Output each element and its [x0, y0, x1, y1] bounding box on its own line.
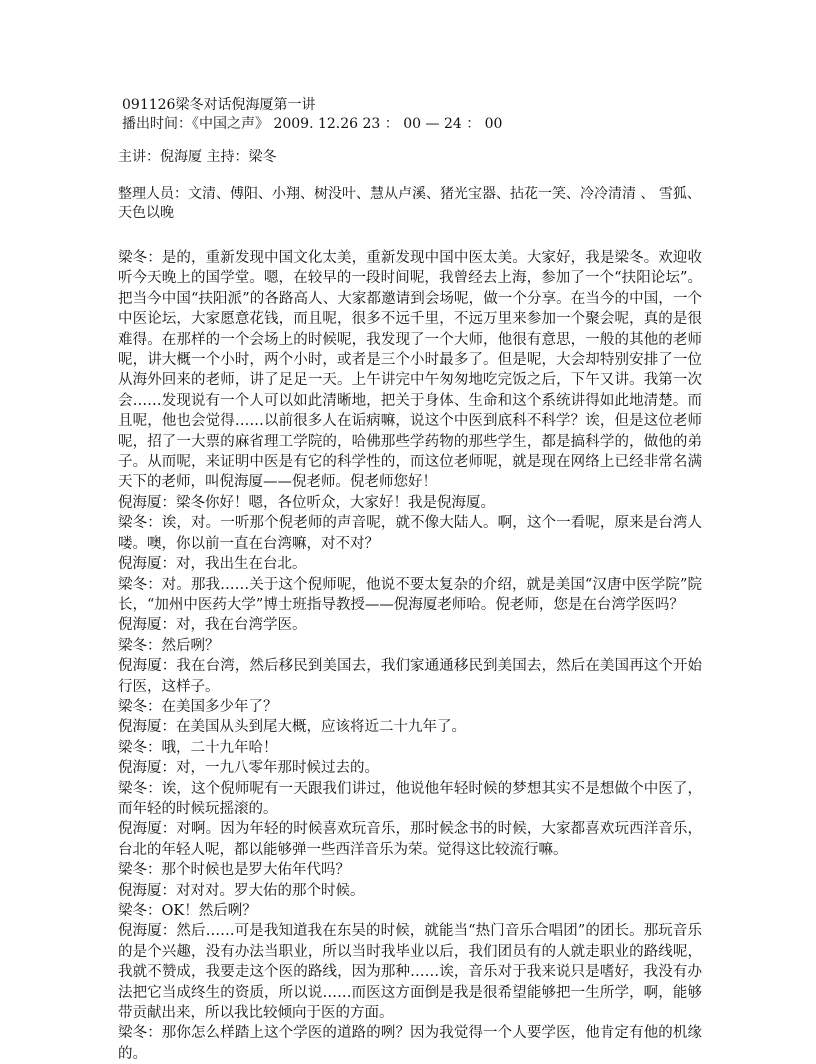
- transcript-paragraph: 倪海厦：对，一九八零年那时候过去的。: [118, 760, 379, 777]
- transcript-paragraph: 梁冬：诶，这个倪师呢有一天跟我们讲过，他说他年轻时候的梦想其实不是想做个中医了，而年轻的时候玩摇滚的。: [118, 780, 702, 817]
- transcript-paragraph: 倪海厦：在美国从头到尾大概，应该将近二十九年了。: [118, 719, 466, 736]
- transcript-paragraph: 梁冬：然后咧？: [118, 637, 220, 654]
- transcript-paragraph: 倪海厦：我在台湾，然后移民到美国去，我们家通通移民到美国去，然后在美国再这个开始行医，这样子。: [118, 658, 702, 695]
- transcript-paragraph: 梁冬：那你怎么样踏上这个学医的道路的咧？因为我觉得一个人要学医，他肯定有他的机缘的。: [118, 1025, 702, 1062]
- credits-line: 主讲：倪海厦 主持：梁冬: [118, 149, 277, 165]
- transcript-paragraph: 倪海厦：对啊。因为年轻的时候喜欢玩音乐，那时候念书的时候，大家都喜欢玩西洋音乐，台北的年轻人呢，都以能够弹一些西洋音乐为荣。觉得这比较流行嘛。: [118, 821, 702, 858]
- broadcast-time: 播出时间：《中国之声》 2009. 12.26 23 ： 00 — 24 ： 00: [122, 116, 503, 132]
- transcript-paragraph: 梁冬：OK！然后咧？: [118, 903, 257, 919]
- transcript-paragraph: 梁冬：在美国多少年了？: [118, 698, 278, 715]
- transcript-paragraph: 梁冬：哦，二十九年哈！: [118, 739, 278, 756]
- document-title: 091126梁冬对话倪海厦第一讲: [122, 97, 316, 113]
- transcript-paragraph: 倪海厦：对，我在台湾学医。: [118, 617, 307, 634]
- transcript-paragraph: 倪海厦：对，我出生在台北。: [118, 556, 307, 573]
- staff-line: 整理人员：文清、傅阳、小翔、树没叶、慧从卢溪、猪光宝器、拈花一笑、冷冷清清 、 雪狐、天色以晚: [118, 186, 701, 221]
- transcript-paragraph: 倪海厦：梁冬你好！嗯，各位听众，大家好！我是倪海厦。: [118, 494, 495, 511]
- transcript-paragraph: 倪海厦：对对对。罗大佑的那个时候。: [118, 882, 365, 899]
- document-page: [118, 96, 702, 1064]
- transcript-body: [118, 248, 702, 1064]
- transcript-paragraph: 梁冬：诶，对。一听那个倪老师的声音呢，就不像大陆人。啊，这个一看呢，原来是台湾人喽。噢，你以前一直在台湾嘛，对不对？: [118, 515, 702, 552]
- transcript-paragraph: 倪海厦：然后……可是我知道我在东吴的时候，就能当“热门音乐合唱团”的团长。那玩音乐的是个兴趣，没有办法当职业，所以当时我毕业以后，我们团员有的人就走职业的路线呢，我就不赞成，我要走这个医的路线，因为那种……诶，音乐对于我来说只是嗜好，我没有办法把它当成终生的资质，所以说……而医这方面倒是我是很希望能够把一生所学，啊，能够带贡献出来，所以我比较倾向于医的方面。: [118, 923, 702, 1022]
- transcript-paragraph: 梁冬：是的，重新发现中国文化太美，重新发现中国中医太美。大家好，我是梁冬。欢迎收听今天晚上的国学堂。嗯，在较早的一段时间呢，我曾经去上海，参加了一个“扶阳论坛”。把当今中国“扶阳派”的各路高人、大家都邀请到会场呢，做一个分享。在当今的中国，一个中医论坛，大家愿意花钱，而且呢，很多不远千里，不远万里来参加一个聚会呢，真的是很难得。在那样的一个会场上的时候呢，我发现了一个大师，他很有意思，一般的其他的老师呢，讲大概一个小时，两个小时，或者是三个小时最多了。但是呢，大会却特别安排了一位从海外回来的老师，讲了足足一天。上午讲完中午匆匆地吃完饭之后，下午又讲。我第一次会……发现说有一个人可以如此清晰地，把关于身体、生命和这个系统讲得如此地清楚。而且呢，他也会觉得……以前很多人在诟病嘛，说这个中医到底科不科学？诶，但是这位老师呢，招了一大票的麻省理工学院的，哈佛那些学药物的那些学生，都是搞科学的，做他的弟子。从而呢，来证明中医是有它的科学性的，而这位老师呢，就是现在网络上已经非常名满天下的老师，叫倪海厦——倪老师。倪老师您好！: [118, 250, 702, 491]
- transcript-paragraph: 梁冬：对。那我……关于这个倪师呢，他说不要太复杂的介绍，就是美国“汉唐中医学院”院长，“加州中医药大学”博士班指导教授——倪海厦老师哈。倪老师，您是在台湾学医吗？: [118, 576, 702, 613]
- transcript-paragraph: 梁冬：那个时候也是罗大佑年代吗？: [118, 862, 350, 879]
